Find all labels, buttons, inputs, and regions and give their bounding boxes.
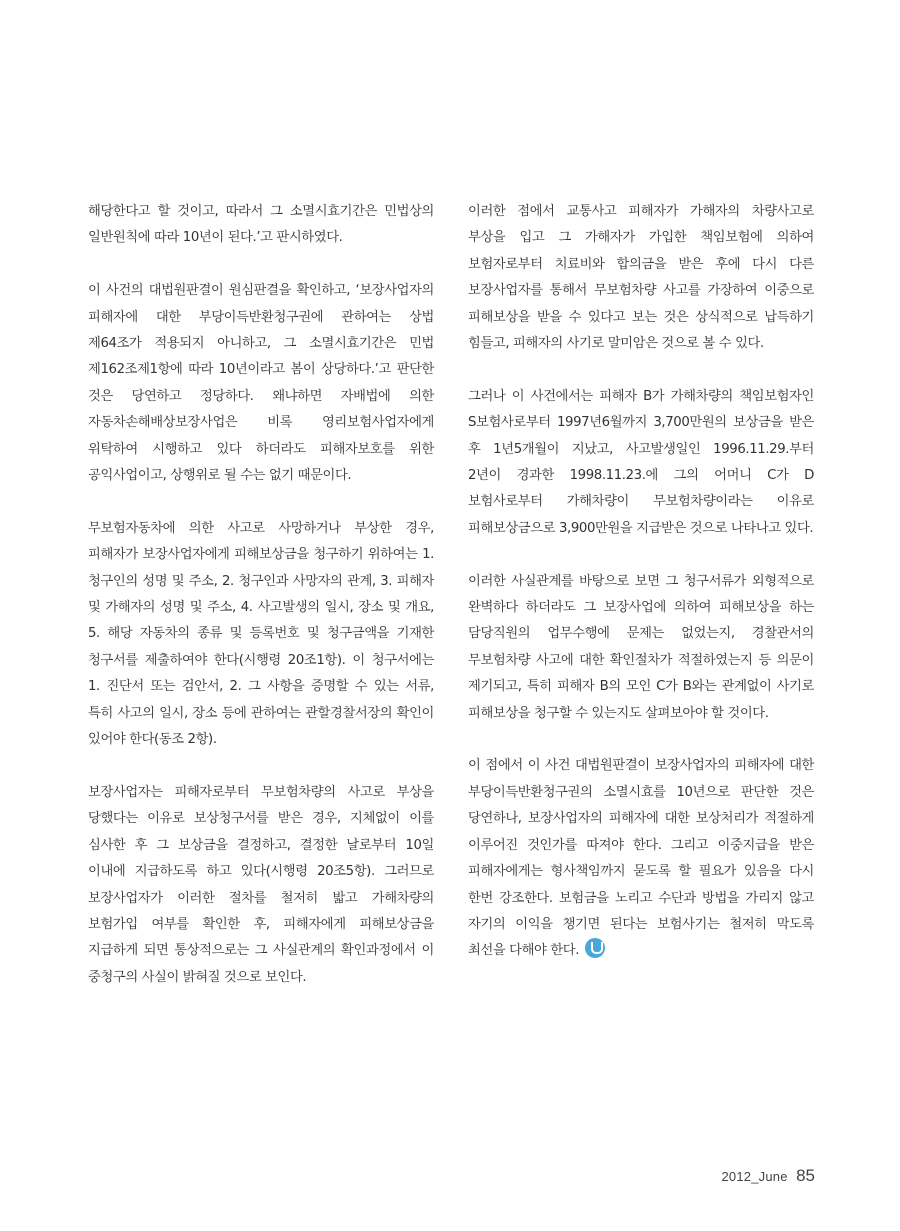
body-paragraph: 해당한다고 할 것이고, 따라서 그 소멸시효기간은 민법상의 일반원칙에 따라 10년이 된다.’고 판시하였다.: [88, 204, 434, 246]
page-number: 85: [796, 1166, 815, 1185]
page-footer: [721, 1166, 815, 1186]
body-paragraph: 이러한 사실관계를 바탕으로 보면 그 청구서류가 외형적으로 완벽하다 하더라도 그 보장사업에 의하여 피해보상을 하는 담당직원의 업무수행에 문제는 없었는지, 경찰관서의 무보험차량 사고에 대한 확인절차가 적절하였는지 등 의문이 제기되고, 특히 피해자 B의 모인 C가 B와는 관계없이 사기로 피해보상을 청구할 수 있는지도 살펴보아야 할 것이다.: [468, 573, 814, 721]
body-paragraph: 이러한 점에서 교통사고 피해자가 가해자의 차량사고로 부상을 입고 그 가해자가 가입한 책임보험에 의하여 보험자로부터 치료비와 합의금을 받은 후에 다시 다른 보장사업자를 통해서 무보험차량 사고를 가장하여 이중으로 피해보상을 받을 수 있다고 보는 것은 상식적으로 납득하기 힘들고, 피해자의 사기로 말미암은 것으로 볼 수 있다.: [468, 204, 814, 352]
issue-label: 2012_June: [721, 1169, 788, 1184]
body-paragraph: 무보험자동차에 의한 사고로 사망하거나 부상한 경우, 피해자가 보장사업자에게 피해보상금을 청구하기 위하여는 1. 청구인의 성명 및 주소, 2. 청구인과 사망자의 관계, 3. 피해자 및 가해자의 성명 및 주소, 4. 사고발생의 일시, 장소 및 개요, 5. 해당 자동차의 종류 및 등록번호 및 청구금액을 기재한 청구서를 제출하여야 한다(시행령 20조1항). 이 청구서에는 1. 진단서 또는 검안서, 2. 그 사항을 증명할 수 있는 서류, 특히 사고의 일시, 장소 등에 관하여는 관할경찰서장의 확인이 있어야 한다(동조 2항).: [88, 520, 434, 748]
body-paragraph: 이 사건의 대법원판결이 원심판결을 확인하고, ‘보장사업자의 피해자에 대한 부당이득반환청구권에 관하여는 상법 제64조가 적용되지 아니하고, 그 소멸시효기간은 민법 제162조제1항에 따라 10년이라고 봄이 상당하다.’고 판단한 것은 당연하고 정당하다. 왜냐하면 자배법에 의한 자동차손해배상보장사업은 비록 영리보험사업자에게 위탁하여 시행하고 있다 하더라도 피해자보호를 위한 공익사업이고, 상행위로 될 수는 없기 때문이다.: [88, 283, 434, 484]
closing-paragraph: [468, 753, 814, 964]
body-paragraph: 보장사업자는 피해자로부터 무보험차량의 사고로 부상을 당했다는 이유로 보상청구서를 받은 경우, 지체없이 이를 심사한 후 그 보상금을 결정하고, 결정한 날로부터 10일 이내에 지급하도록 하고 있다(시행령 20조5항). 그러므로 보장사업자가 이러한 절차를 철저히 밟고 가해차량의 보험가입 여부를 확인한 후, 피해자에게 피해보상금을 지급하게 되면 통상적으로는 그 사실관계의 확인과정에서 이 중청구의 사실이 밝혀질 것으로 보인다.: [88, 784, 434, 985]
end-of-article-icon: [585, 938, 605, 958]
closing-paragraph-text: 이 점에서 이 사건 대법원판결이 보장사업자의 피해자에 대한 부당이득반환청구권의 소멸시효를 10년으로 판단한 것은 당연하나, 보장사업자의 피해자에 대한 보상처리가 적절하게 이루어진 것인가를 따져야 한다. 그리고 이중지급을 받은 피해자에게는 형사책임까지 묻도록 할 필요가 있음을 다시 한번 강조한다. 보험금을 노리고 수단과 방법을 가리지 않고 자기의 이익을 챙기면 된다는 보험사기는 철저히 막도록 최선을 다해야 한다.: [468, 758, 814, 959]
body-paragraph: 그러나 이 사건에서는 피해자 B가 가해차량의 책임보험자인 S보험사로부터 1997년6월까지 3,700만원의 보상금을 받은 후 1년5개월이 지났고, 사고발생일인 1996.11.29.부터 2년이 경과한 1998.11.23.에 그의 어머니 C가 D 보험사로부터 가해차량이 무보험차량이라는 이유로 피해보상금으로 3,900만원을 지급받은 것으로 나타나고 있다.: [468, 388, 814, 536]
left-column: [88, 199, 434, 1018]
right-column: [468, 199, 814, 991]
